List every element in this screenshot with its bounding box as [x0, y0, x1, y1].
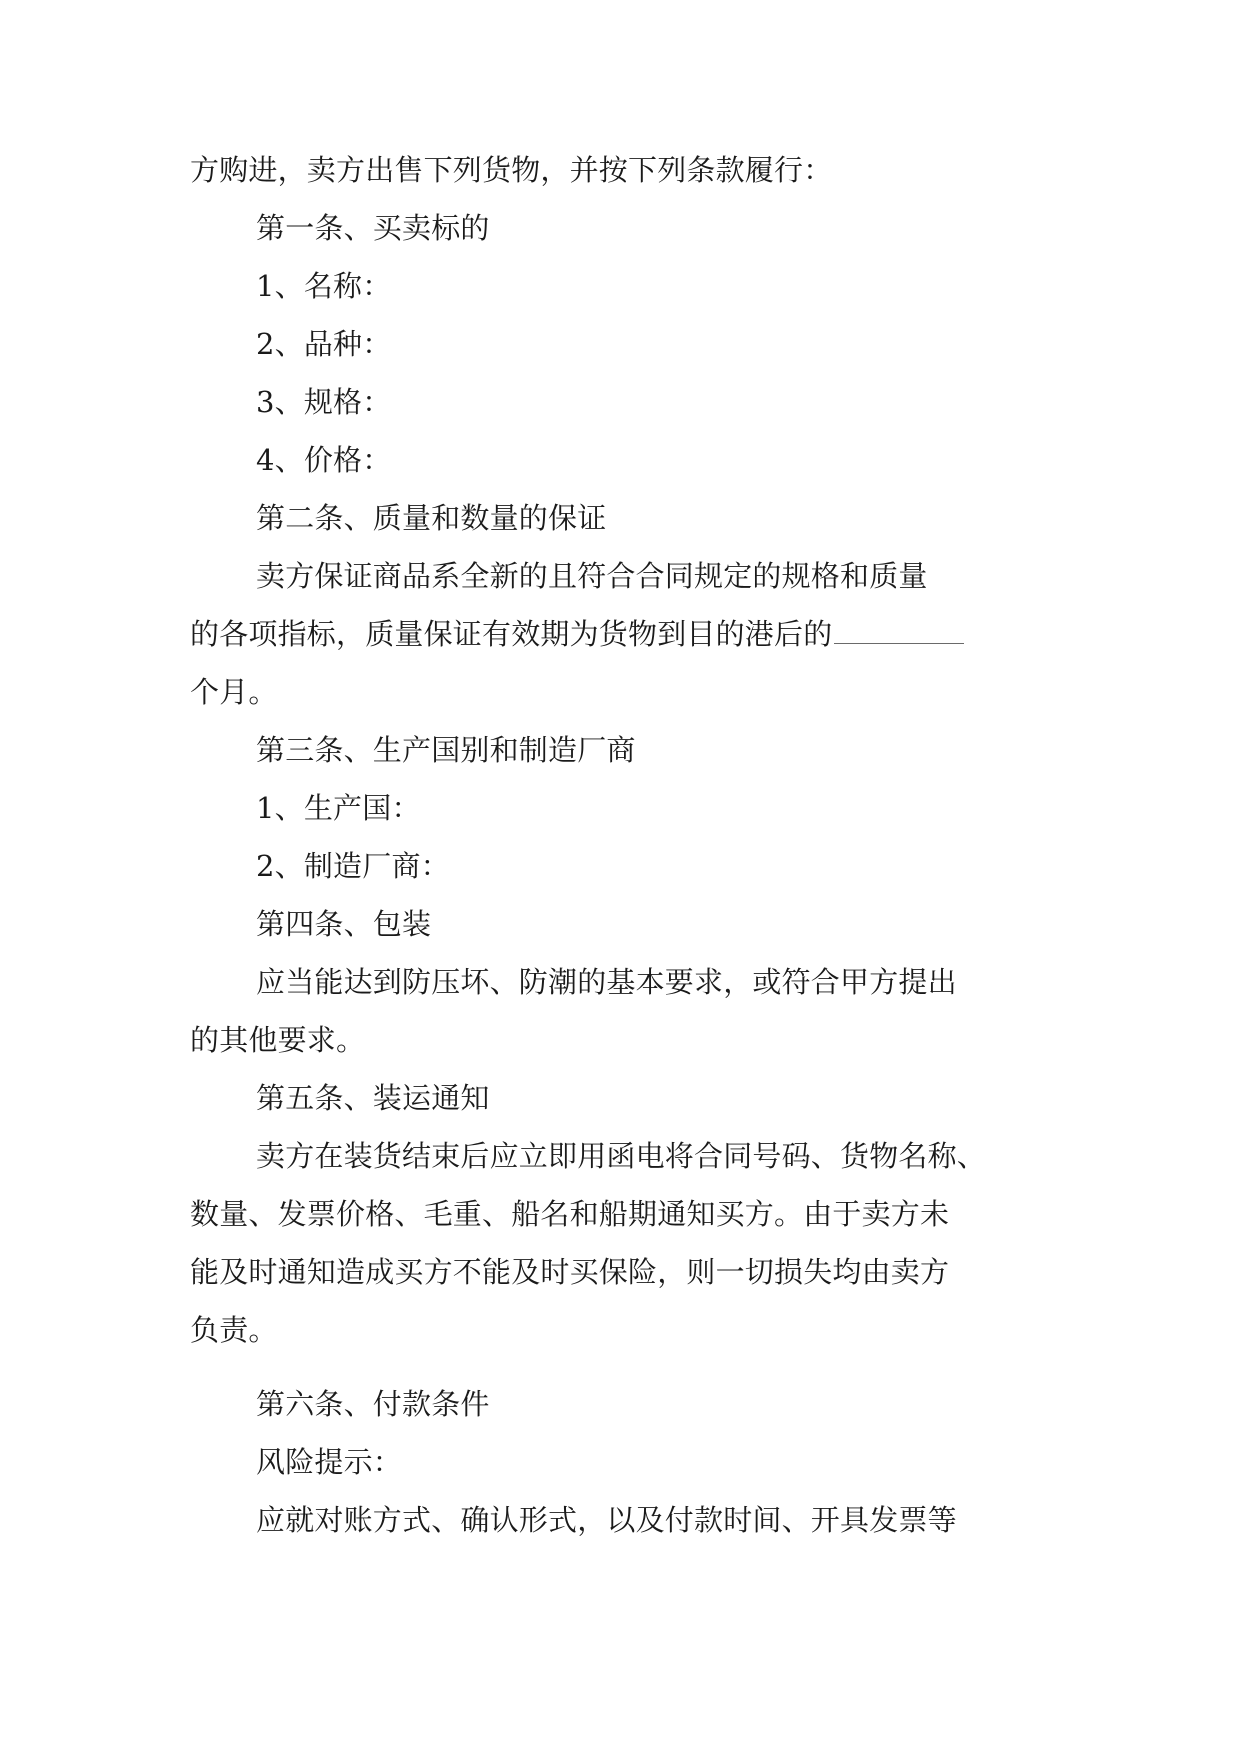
body-text-line: 卖方保证商品系全新的且符合合同规定的规格和质量: [256, 559, 928, 593]
list-item: 4、价格：: [256, 443, 392, 477]
body-text-line: 个月。: [190, 675, 278, 709]
body-text-line: 应就对账方式、确认形式，以及付款时间、开具发票等: [256, 1503, 957, 1537]
body-text-line: 的其他要求。: [190, 1023, 366, 1057]
clause-heading: 第四条、包装: [256, 907, 432, 941]
body-text-line: 卖方在装货结束后应立即用函电将合同号码、货物名称、: [256, 1139, 987, 1173]
body-text-line: [190, 614, 964, 654]
body-text-line: 应当能达到防压坏、防潮的基本要求，或符合甲方提出: [256, 965, 957, 999]
body-text-line: 负责。: [190, 1313, 278, 1347]
clause-heading: 第六条、付款条件: [256, 1387, 490, 1421]
body-text-line: 风险提示：: [256, 1445, 403, 1479]
clause-heading: 第二条、质量和数量的保证: [256, 501, 607, 535]
body-text-line: 能及时通知造成买方不能及时买保险，则一切损失均由卖方: [190, 1255, 950, 1289]
body-text-segment: 的各项指标，质量保证有效期为货物到目的港后的: [190, 617, 833, 651]
list-item: 1、名称：: [256, 269, 392, 303]
list-item: 2、制造厂商：: [256, 849, 450, 883]
clause-heading: 第一条、买卖标的: [256, 211, 490, 245]
body-text-line: 方购进，卖方出售下列货物，并按下列条款履行：: [190, 153, 833, 187]
body-text-line: 数量、发票价格、毛重、船名和船期通知买方。由于卖方未: [190, 1197, 950, 1231]
list-item: 3、规格：: [256, 385, 392, 419]
clause-heading: 第五条、装运通知: [256, 1081, 490, 1115]
fill-in-blank: [834, 615, 964, 644]
list-item: 2、品种：: [256, 327, 392, 361]
list-item: 1、生产国：: [256, 791, 421, 825]
clause-heading: 第三条、生产国别和制造厂商: [256, 733, 636, 767]
